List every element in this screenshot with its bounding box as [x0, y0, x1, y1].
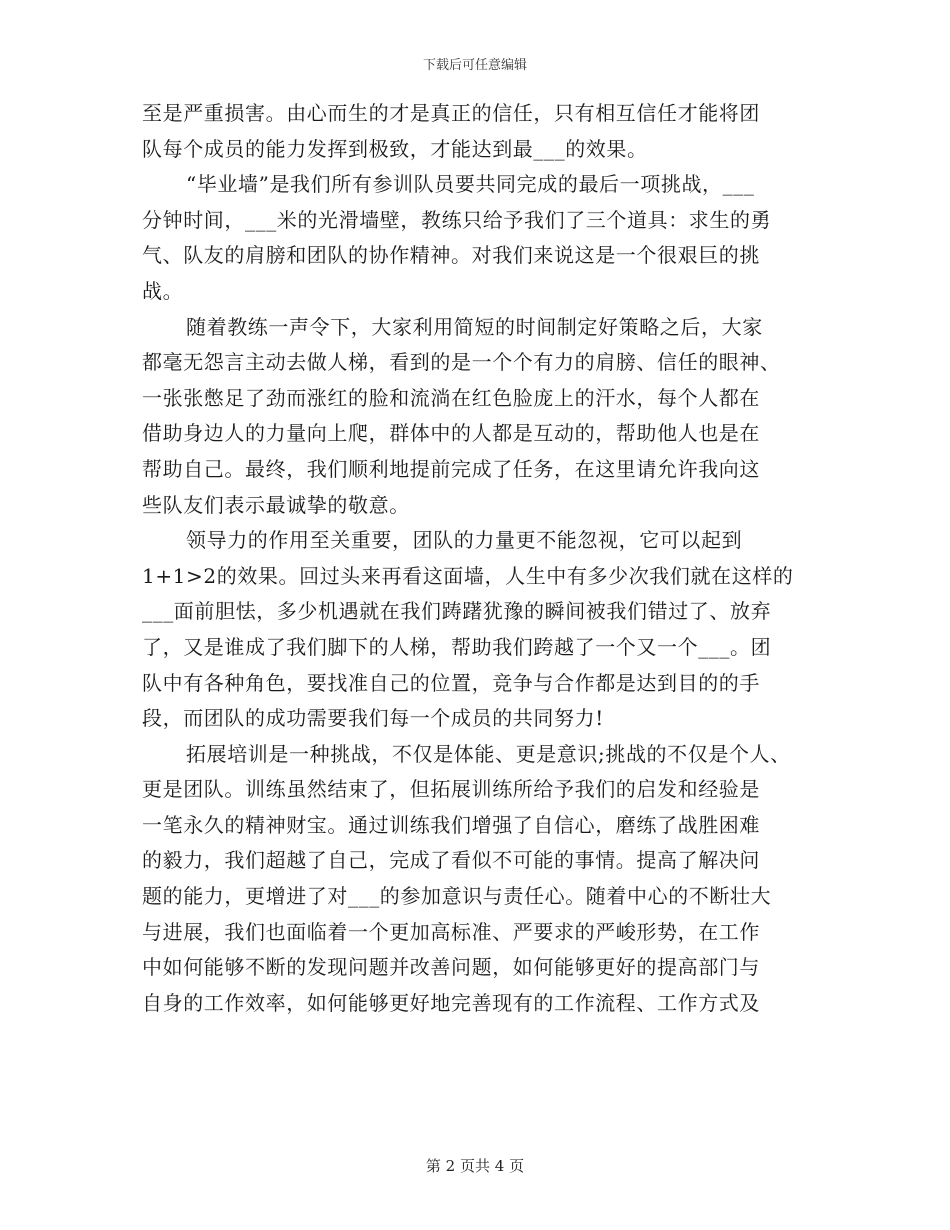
text-line: 的毅力，我们超越了自己，完成了看似不可能的事情。提高了解决问	[142, 848, 760, 873]
paragraph-start-line: “毕业墙”是我们所有参训队员要共同完成的最后一项挑战，___	[186, 172, 755, 197]
text-line: 都毫无怨言主动去做人梯，看到的是一个个有力的肩膀、信任的眼神、	[142, 350, 781, 375]
text-line: 一笔永久的精神财宝。通过训练我们增强了自信心，磨练了战胜困难	[142, 812, 760, 837]
text-line: ___面前胆怯，多少机遇就在我们踌躇犹豫的瞬间被我们错过了、放弃	[142, 599, 772, 624]
text-line: 一张张憋足了劲而涨红的脸和流淌在红色脸庞上的汗水，每个人都在	[142, 385, 760, 410]
text-line: 1+1>2的效果。回过头来再看这面墙，人生中有多少次我们就在这样的	[142, 563, 794, 588]
text-line: 与进展，我们也面临着一个更加高标准、严要求的严峻形势，在工作	[142, 919, 760, 944]
text-line: 队中有各种角色，要找准自己的位置，竞争与合作都是达到目的的手	[142, 670, 760, 695]
text-line: 至是严重损害。由心而生的才是真正的信任，只有相互信任才能将团	[142, 101, 760, 125]
text-line: 队每个成员的能力发挥到极致，才能达到最___的效果。	[142, 136, 648, 161]
text-line: 自身的工作效率，如何能够更好地完善现有的工作流程、工作方式及	[142, 990, 760, 1015]
text-line: 题的能力，更增进了对___的参加意识与责任心。随着中心的不断壮大	[142, 884, 772, 909]
text-line: 分钟时间，___米的光滑墙壁，教练只给予我们了三个道具：求生的勇	[142, 207, 772, 232]
page-number: 第 2 页共 4 页	[425, 1157, 525, 1175]
text-line: 战。	[142, 278, 184, 303]
text-line: 了，又是谁成了我们脚下的人梯，帮助我们跨越了一个又一个___。团	[142, 634, 772, 659]
paragraph-start-line: 领导力的作用至关重要，团队的力量更不能忽视，它可以起到	[186, 528, 743, 553]
text-line: 中如何能够不断的发现问题并改善问题，如何能够更好的提高部门与	[142, 955, 760, 980]
page-header: 下载后可任意编辑	[422, 58, 527, 73]
document-body	[142, 96, 807, 1021]
text-line: 借助身边人的力量向上爬，群体中的人都是互动的，帮助他人也是在	[142, 421, 760, 446]
text-line: 帮助自己。最终，我们顺利地提前完成了任务，在这里请允许我向这	[142, 456, 760, 481]
text-line: 更是团队。训练虽然结束了，但拓展训练所给予我们的启发和经验是	[142, 777, 760, 802]
paragraph-start-line: 拓展培训是一种挑战，不仅是体能、更是意识;挑战的不仅是个人、	[186, 741, 791, 766]
text-line: 些队友们表示最诚挚的敬意。	[142, 492, 410, 517]
paragraph-start-line: 随着教练一声令下，大家利用简短的时间制定好策略之后，大家	[186, 314, 763, 339]
text-line: 段，而团队的成功需要我们每一个成员的共同努力!	[142, 706, 604, 731]
text-line: 气、队友的肩膀和团队的协作精神。对我们来说这是一个很艰巨的挑	[142, 243, 760, 268]
